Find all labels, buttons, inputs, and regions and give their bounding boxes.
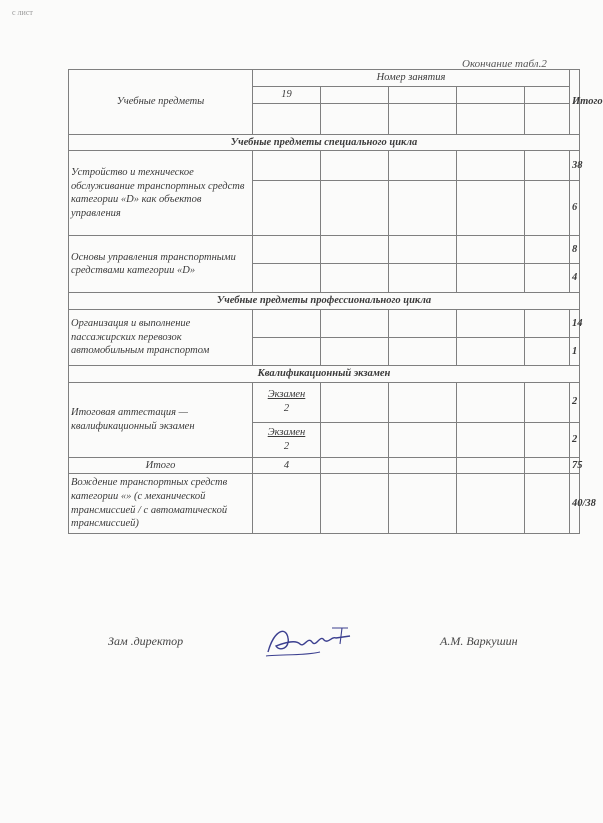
- header-subjects: Учебные предметы: [69, 70, 253, 135]
- row-control-value-1: 8: [570, 236, 580, 264]
- exam-label: Экзамен: [267, 389, 306, 401]
- exam-hours: 2: [283, 440, 290, 452]
- handwritten-signature: [262, 622, 354, 662]
- header-total: Итого: [570, 70, 580, 135]
- row-control-name: Основы управления транспортными средствами категории «D»: [69, 236, 253, 293]
- row-device-name: Устройство и техническое обслуживание транспортных средств категории «D» как объектов управления: [69, 151, 253, 236]
- signature-name: А.М. Варкушин: [440, 634, 518, 648]
- table-caption: Окончание табл.2: [462, 58, 547, 70]
- row-transport-name: Организация и выполнение пассажирских перевозок автомобильным транспортом: [69, 309, 253, 365]
- row-device-value-1: 38: [570, 151, 580, 181]
- row-total-lesson: 4: [253, 457, 321, 474]
- signature-role: Зам .директор: [108, 634, 184, 648]
- row-driving-name: Вождение транспортных средств категории «» (с механической трансмиссией / с автоматической трансмиссией): [69, 474, 253, 534]
- section-qualification: Квалификационный экзамен: [69, 365, 580, 382]
- header-lesson-19: 19: [253, 87, 321, 104]
- exam-cell-1: [253, 382, 321, 422]
- curriculum-table: [68, 69, 603, 534]
- signature-block: [0, 634, 600, 664]
- row-transport-value-1: 14: [570, 309, 580, 337]
- exam-label: Экзамен: [267, 426, 306, 438]
- row-control-value-2: 4: [570, 264, 580, 293]
- row-driving-value: 40/38: [570, 474, 580, 534]
- row-total-name: Итого: [69, 457, 253, 474]
- exam-cell-2: [253, 422, 321, 457]
- header-lesson-number: Номер занятия: [253, 70, 570, 87]
- section-professional: Учебные предметы профессионального цикла: [69, 293, 580, 310]
- row-attestation-name: Итоговая аттестация — квалификационный экзамен: [69, 382, 253, 457]
- row-attestation-value-2: 2: [570, 422, 580, 457]
- exam-hours: 2: [283, 403, 290, 415]
- row-attestation-value-1: 2: [570, 382, 580, 422]
- row-device-value-2: 6: [570, 181, 580, 236]
- section-special: Учебные предметы специального цикла: [69, 134, 580, 151]
- row-total-value: 75: [570, 457, 580, 474]
- page-corner-mark: с лист: [12, 8, 33, 17]
- row-transport-value-2: 1: [570, 337, 580, 365]
